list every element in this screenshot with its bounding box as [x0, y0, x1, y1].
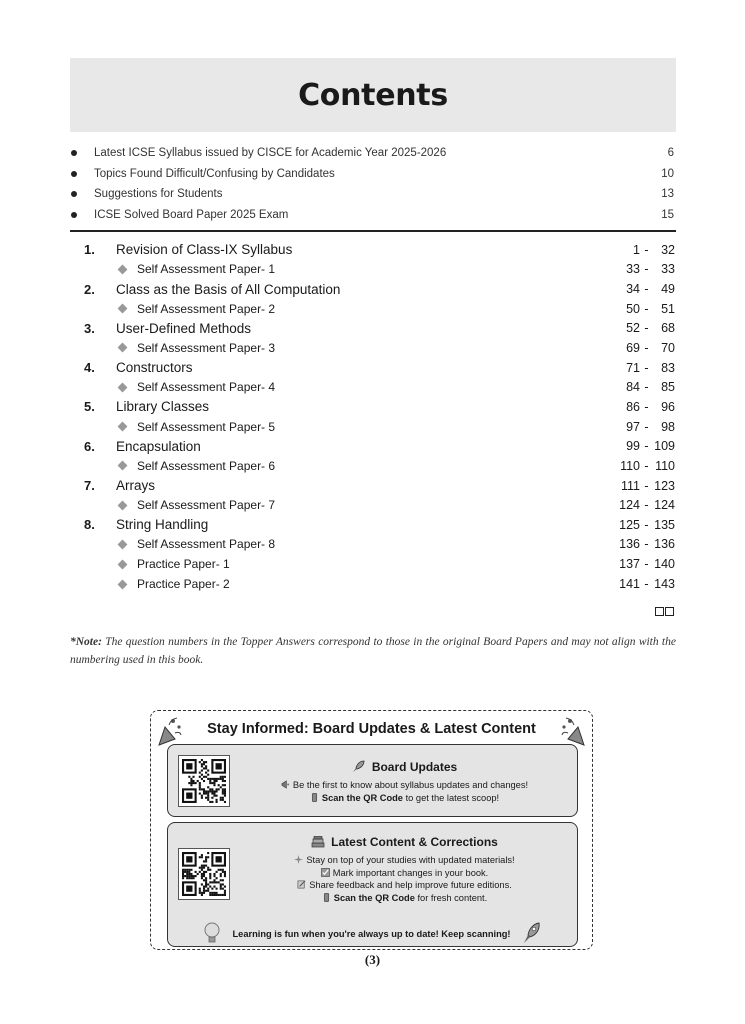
- sub-item-title: Self Assessment Paper- 4: [137, 380, 276, 395]
- chapter-title: Revision of Class-IX Syllabus: [116, 242, 293, 258]
- chapter-number: 6.: [84, 438, 95, 454]
- sub-item-row: [70, 299, 676, 319]
- intro-item: [70, 143, 676, 164]
- divider: [70, 230, 676, 232]
- bullet-icon: [71, 212, 77, 218]
- page-range: 71 - 83: [626, 360, 675, 375]
- intro-item: [70, 164, 676, 185]
- page-range: 136 - 136: [619, 537, 675, 552]
- chapter-number: 5.: [84, 399, 95, 415]
- page-range: 34 - 49: [626, 282, 675, 297]
- diamond-bullet-icon: [118, 422, 128, 432]
- intro-list: [70, 143, 676, 225]
- chapter-number: 3.: [84, 320, 95, 336]
- sub-item-title: Self Assessment Paper- 7: [137, 498, 276, 513]
- chapter-row: [70, 279, 676, 299]
- diamond-bullet-icon: [118, 264, 128, 274]
- intro-item-page: 13: [661, 188, 674, 201]
- sub-item-row: [70, 574, 676, 594]
- phone-icon: [310, 793, 319, 802]
- sub-item-row: [70, 554, 676, 574]
- books-icon: [311, 836, 325, 848]
- note-text: The question numbers in the Topper Answers correspond to those in the original Board Papers and may not align with the numbering used in this book.: [70, 636, 676, 666]
- sub-item-row: [70, 260, 676, 280]
- page-range: 124 - 124: [619, 498, 675, 513]
- page-range: 125 - 135: [619, 517, 675, 532]
- diamond-bullet-icon: [118, 579, 128, 589]
- chapter-title: Constructors: [116, 360, 193, 376]
- chapter-number: 4.: [84, 360, 95, 376]
- end-mark: [655, 607, 674, 616]
- chapter-number: 8.: [84, 517, 95, 533]
- diamond-bullet-icon: [118, 500, 128, 510]
- footnote: [70, 633, 676, 669]
- info-box-title: Stay Informed: Board Updates & Latest Content: [207, 721, 536, 737]
- chapter-number: 2.: [84, 281, 95, 297]
- intro-item-title: ICSE Solved Board Paper 2025 Exam: [94, 208, 289, 221]
- page-range: 137 - 140: [619, 557, 675, 572]
- info-box-footer: Learning is fun when you're always up to date! Keep scanning!: [232, 929, 511, 939]
- page-title: Contents: [298, 77, 448, 113]
- sub-item-row: [70, 377, 676, 397]
- board-updates-text: Be the first to know about syllabus updates and changes! Scan the QR Code to get the latest scoop!: [238, 779, 571, 804]
- sub-item-title: Self Assessment Paper- 6: [137, 458, 276, 473]
- page-range: 52 - 68: [626, 321, 675, 336]
- memo-icon: [297, 880, 306, 889]
- chapter-row: [70, 358, 676, 378]
- sub-item-title: Self Assessment Paper- 2: [137, 301, 276, 316]
- sub-item-row: [70, 535, 676, 555]
- qr-code-icon[interactable]: [178, 848, 230, 900]
- latest-content-text: Stay on top of your studies with updated materials! Mark important changes in your book. Share feedback and help improve future editions. Scan the QR Code for fresh content.: [238, 854, 571, 904]
- page-range: 97 - 98: [626, 419, 675, 434]
- sub-item-row: [70, 338, 676, 358]
- intro-item-title: Suggestions for Students: [94, 188, 223, 201]
- note-label: *Note:: [70, 636, 102, 648]
- intro-item-page: 10: [661, 167, 674, 180]
- qr-code-icon[interactable]: [178, 755, 230, 807]
- chapter-row: [70, 476, 676, 496]
- chapter-row: [70, 397, 676, 417]
- phone-icon: [322, 893, 331, 902]
- chapter-title: Class as the Basis of All Computation: [116, 281, 341, 297]
- bullet-icon: [71, 171, 77, 177]
- diamond-bullet-icon: [118, 343, 128, 353]
- page-range: 84 - 85: [626, 380, 675, 395]
- chapter-title: User-Defined Methods: [116, 320, 252, 336]
- title-banner: [70, 58, 676, 132]
- sub-item-row: [70, 495, 676, 515]
- diamond-bullet-icon: [118, 559, 128, 569]
- intro-item-title: Topics Found Difficult/Confusing by Candidates: [94, 167, 335, 180]
- info-box: [150, 710, 593, 950]
- chapter-number: 7.: [84, 478, 95, 494]
- sparkles-icon: [294, 855, 303, 864]
- megaphone-icon: [281, 780, 290, 789]
- bullet-icon: [71, 150, 77, 156]
- page-range: 86 - 96: [626, 399, 675, 414]
- chapter-row: [70, 515, 676, 535]
- sub-item-title: Self Assessment Paper- 1: [137, 262, 276, 277]
- sub-item-row: [70, 417, 676, 437]
- page-range: 33 - 33: [626, 262, 675, 277]
- page-range: 99 - 109: [626, 439, 675, 454]
- page-range: 111 - 123: [620, 478, 675, 493]
- chapter-row: [70, 319, 676, 339]
- page-number: (3): [364, 952, 381, 967]
- board-updates-panel: [167, 744, 578, 817]
- board-updates-title: Board Updates: [238, 759, 571, 774]
- rocket-icon: [522, 921, 542, 945]
- checkbox-icon: [321, 868, 330, 877]
- latest-content-title: Latest Content & Corrections: [238, 835, 571, 849]
- chapter-row: [70, 436, 676, 456]
- sub-item-title: Self Assessment Paper- 5: [137, 419, 276, 434]
- sub-item-row: [70, 456, 676, 476]
- sub-item-title: Self Assessment Paper- 8: [137, 537, 276, 552]
- chapter-title: Arrays: [116, 478, 156, 494]
- diamond-bullet-icon: [118, 304, 128, 314]
- page-range: 141 - 143: [619, 577, 675, 592]
- intro-item-page: 15: [661, 208, 674, 221]
- intro-item: [70, 184, 676, 205]
- chapter-title: Library Classes: [116, 399, 210, 415]
- page-range: 69 - 70: [626, 340, 675, 355]
- chapter-row: [70, 240, 676, 260]
- intro-item: [70, 205, 676, 226]
- chapter-number: 1.: [84, 242, 95, 258]
- chapter-list: [70, 240, 676, 594]
- chapter-title: Encapsulation: [116, 438, 201, 454]
- page-range: 50 - 51: [626, 301, 675, 316]
- sub-item-title: Practice Paper- 2: [137, 577, 230, 592]
- diamond-bullet-icon: [118, 382, 128, 392]
- intro-item-page: 6: [667, 147, 674, 160]
- diamond-bullet-icon: [118, 540, 128, 550]
- bullet-icon: [71, 191, 77, 197]
- sub-item-title: Practice Paper- 1: [137, 557, 230, 572]
- sub-item-title: Self Assessment Paper- 3: [137, 340, 276, 355]
- page-range: 1 - 32: [633, 242, 675, 257]
- diamond-bullet-icon: [118, 461, 128, 471]
- page-range: 110 - 110: [620, 458, 675, 473]
- intro-item-title: Latest ICSE Syllabus issued by CISCE for Academic Year 2025-2026: [94, 147, 447, 160]
- chapter-title: String Handling: [116, 517, 209, 533]
- rocket-icon: [352, 759, 366, 773]
